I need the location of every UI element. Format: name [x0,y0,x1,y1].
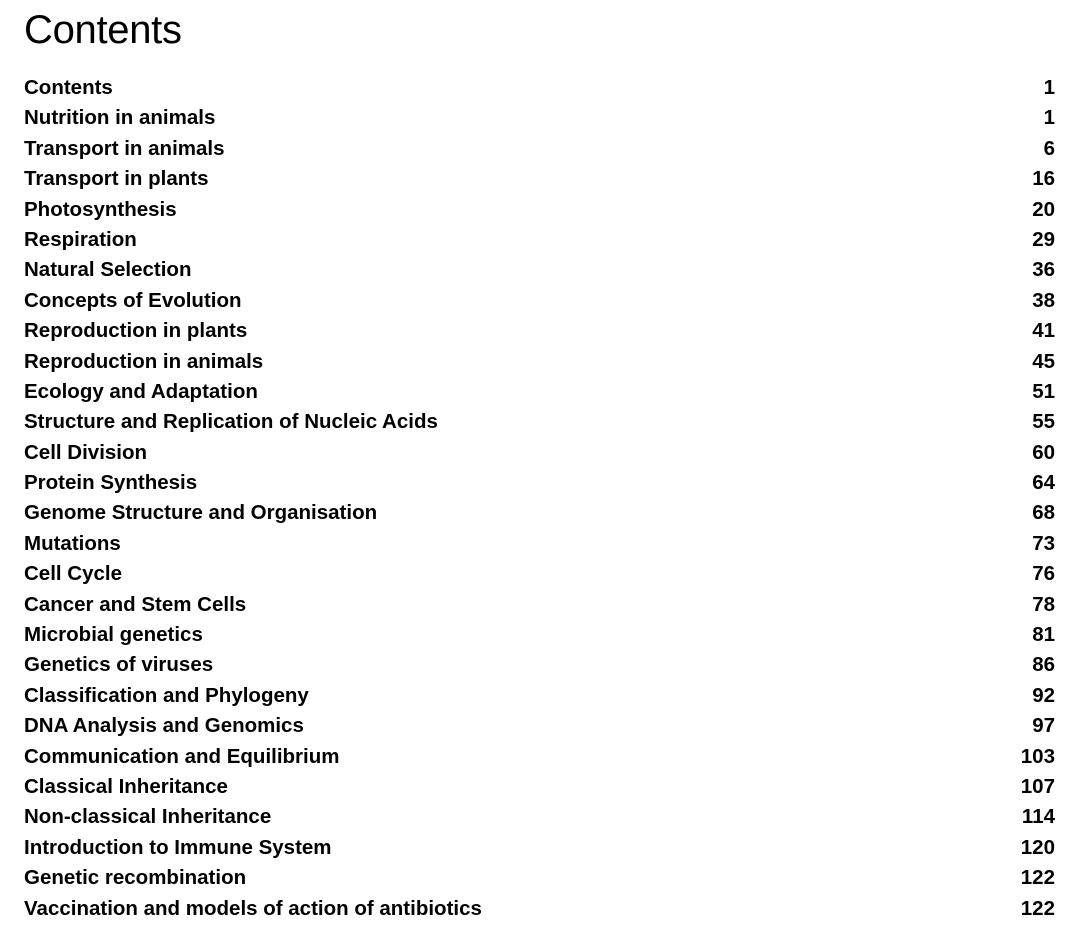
toc-entry-page-number[interactable]: 68 [1032,501,1055,525]
toc-entry[interactable] [24,498,1055,528]
toc-entry-page-number[interactable]: 41 [1032,319,1055,343]
toc-entry[interactable] [24,468,1055,498]
toc-entry-page-number[interactable]: 1 [1043,76,1055,99]
toc-entry-title[interactable]: Introduction to Immune System [24,835,332,859]
toc-entry-title[interactable]: Contents [24,76,113,99]
toc-entry[interactable] [24,559,1055,589]
toc-entry[interactable] [24,103,1055,133]
toc-entry[interactable] [24,195,1055,225]
toc-entry-page-number[interactable]: 76 [1032,562,1055,586]
toc-entry[interactable] [24,863,1055,893]
toc-entry-title[interactable]: Non-classical Inheritance [24,805,272,829]
toc-entry[interactable] [24,377,1055,407]
table-of-contents [24,73,1055,924]
toc-entry[interactable] [24,286,1055,316]
toc-entry-page-number[interactable]: 120 [1020,835,1055,859]
toc-entry[interactable] [24,590,1055,620]
toc-entry-title[interactable]: Cell Cycle [24,562,122,586]
toc-entry[interactable] [24,73,1055,103]
toc-entry-title[interactable]: Ecology and Adaptation [24,379,258,403]
toc-entry-title[interactable]: Concepts of Evolution [24,288,242,312]
toc-entry-page-number[interactable]: 45 [1032,349,1055,373]
toc-entry-page-number[interactable]: 73 [1032,531,1055,555]
toc-entry-page-number[interactable]: 16 [1032,167,1055,191]
toc-entry-page-number[interactable]: 78 [1032,592,1055,616]
toc-entry-title[interactable]: Cancer and Stem Cells [24,592,247,616]
document-page [24,8,1055,924]
toc-entry-title[interactable]: Classification and Phylogeny [24,683,309,707]
toc-entry-page-number[interactable]: 38 [1032,288,1055,312]
toc-entry[interactable] [24,316,1055,346]
toc-entry-title[interactable]: Vaccination and models of action of antibiotics [24,896,482,920]
toc-entry-title[interactable]: Protein Synthesis [24,471,198,495]
toc-entry[interactable] [24,650,1055,680]
toc-entry-page-number[interactable]: 114 [1021,805,1055,829]
toc-entry[interactable] [24,742,1055,772]
toc-entry-page-number[interactable]: 107 [1020,774,1055,798]
toc-entry-title[interactable]: Respiration [24,227,137,251]
toc-entry-page-number[interactable]: 103 [1020,744,1055,768]
toc-entry-title[interactable]: Photosynthesis [24,197,177,221]
toc-entry-page-number[interactable]: 81 [1032,623,1055,647]
toc-entry-page-number[interactable]: 122 [1020,866,1055,890]
toc-entry-title[interactable]: Transport in animals [24,136,225,160]
toc-entry-page-number[interactable]: 122 [1020,896,1055,920]
toc-entry-page-number[interactable]: 6 [1043,136,1055,160]
toc-entry-title[interactable]: DNA Analysis and Genomics [24,714,304,738]
toc-entry-page-number[interactable]: 36 [1032,258,1055,282]
toc-entry[interactable] [24,164,1055,194]
toc-entry-title[interactable]: Microbial genetics [24,623,203,647]
toc-entry-title[interactable]: Structure and Replication of Nucleic Acids [24,410,438,434]
toc-entry-title[interactable]: Genome Structure and Organisation [24,501,378,525]
toc-entry-title[interactable]: Genetic recombination [24,866,247,890]
toc-entry-page-number[interactable]: 29 [1032,227,1055,251]
toc-entry[interactable] [24,225,1055,255]
toc-entry-page-number[interactable]: 86 [1032,653,1055,677]
toc-entry-page-number[interactable]: 51 [1032,379,1055,403]
toc-entry-title[interactable]: Communication and Equilibrium [24,744,340,768]
toc-entry[interactable] [24,833,1055,863]
toc-entry-page-number[interactable]: 97 [1032,714,1055,738]
toc-entry-page-number[interactable]: 92 [1032,683,1055,707]
toc-entry[interactable] [24,711,1055,741]
toc-entry-title[interactable]: Mutations [24,531,121,555]
toc-entry-page-number[interactable]: 55 [1032,410,1055,434]
toc-entry-page-number[interactable]: 64 [1032,471,1055,495]
toc-entry[interactable] [24,894,1055,924]
toc-entry[interactable] [24,529,1055,559]
toc-entry[interactable] [24,255,1055,285]
toc-entry[interactable] [24,407,1055,437]
toc-entry-page-number[interactable]: 20 [1032,197,1055,221]
toc-entry-page-number[interactable]: 1 [1043,106,1055,130]
toc-entry-title[interactable]: Cell Division [24,440,148,464]
toc-entry[interactable] [24,438,1055,468]
toc-entry-title[interactable]: Classical Inheritance [24,774,228,798]
toc-entry-title[interactable]: Reproduction in animals [24,349,264,373]
toc-entry[interactable] [24,802,1055,832]
page-title: Contents [24,8,182,52]
toc-entry-title[interactable]: Transport in plants [24,167,209,191]
toc-entry[interactable] [24,620,1055,650]
toc-entry-title[interactable]: Genetics of viruses [24,653,214,677]
toc-entry[interactable] [24,681,1055,711]
toc-entry[interactable] [24,347,1055,377]
toc-entry[interactable] [24,772,1055,802]
toc-entry-title[interactable]: Reproduction in plants [24,319,248,343]
toc-entry-title[interactable]: Nutrition in animals [24,106,216,130]
toc-entry-page-number[interactable]: 60 [1032,440,1055,464]
toc-entry-title[interactable]: Natural Selection [24,258,192,282]
toc-entry[interactable] [24,134,1055,164]
